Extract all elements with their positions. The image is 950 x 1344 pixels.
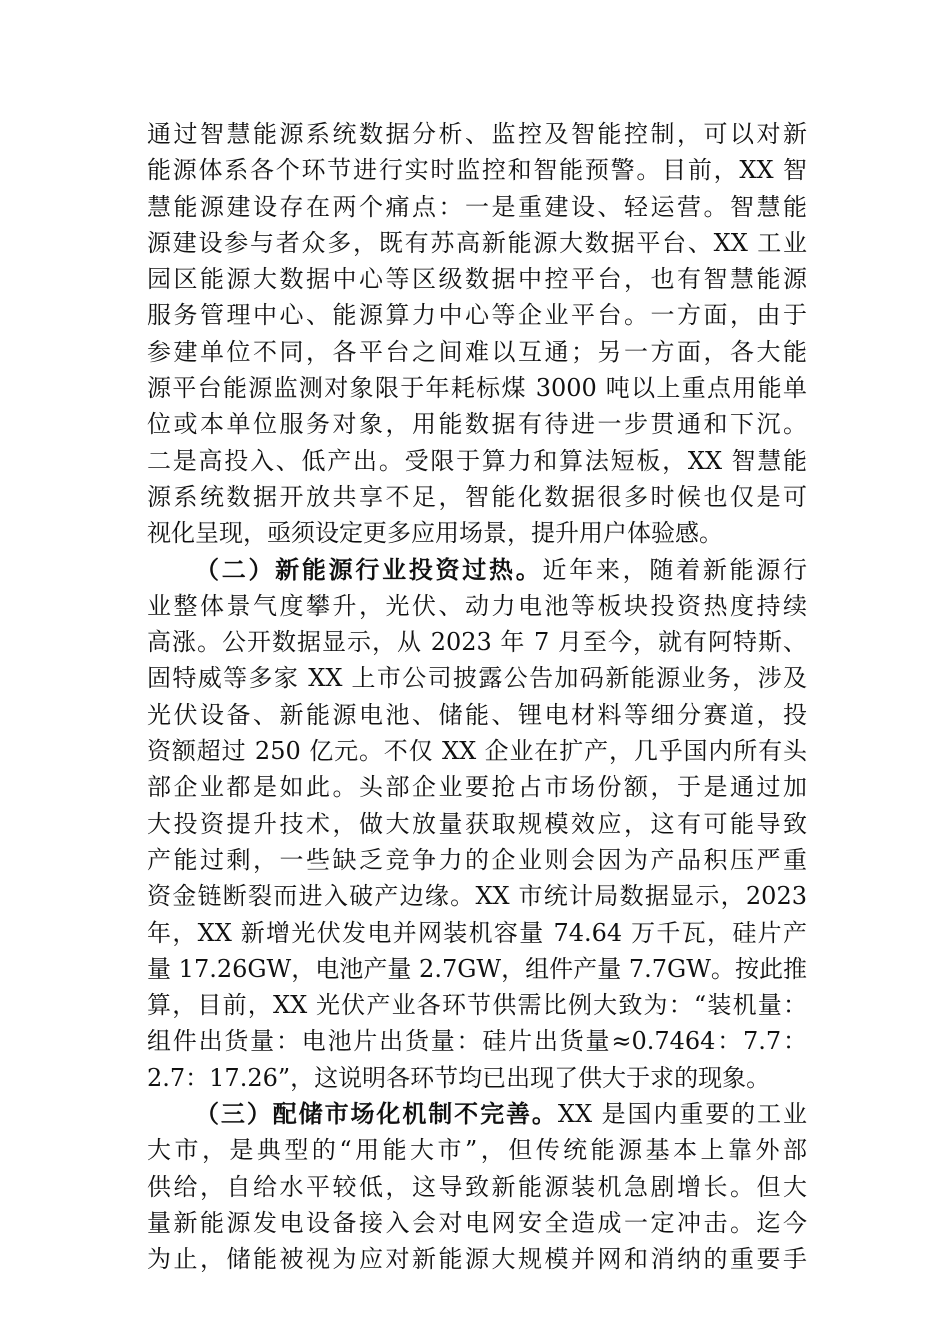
text-line: 位或本单位服务对象，用能数据有待进一步贯通和下沉。 [147, 410, 807, 439]
text-line: 产能过剩，一些缺乏竞争力的企业则会因为产品积压严重 [147, 845, 807, 874]
text-line: 大投资提升技术，做大放量获取规模效应，这有可能导致 [147, 809, 807, 838]
section-2-first-line-text: 近年来，随着新能源行 [542, 555, 808, 584]
section-3-heading: （三）配储市场化机制不完善。 [195, 1099, 558, 1129]
text-line: 光伏设备、新能源电池、储能、锂电材料等细分赛道，投 [147, 700, 807, 729]
text-line: 视化呈现，亟须设定更多应用场景，提升用户体验感。 [147, 519, 723, 548]
body-text [147, 116, 807, 1278]
section-3-first-line [147, 1096, 807, 1132]
text-line: 2.7：17.26”，这说明各环节均已出现了供大于求的现象。 [147, 1063, 771, 1092]
text-line: 算，目前，XX 光伏产业各环节供需比例大致为：“装机量： [147, 991, 807, 1020]
text-line: 资额超过 250 亿元。不仅 XX 企业在扩产，几乎国内所有头 [147, 737, 807, 766]
text-line: 园区能源大数据中心等区级数据中控平台，也有智慧能源 [147, 265, 807, 294]
text-line: 部企业都是如此。头部企业要抢占市场份额，于是通过加 [147, 773, 807, 802]
text-line: 二是高投入、低产出。受限于算力和算法短板，XX 智慧能 [147, 446, 807, 475]
text-line: 固特威等多家 XX 上市公司披露公告加码新能源业务，涉及 [147, 664, 807, 693]
text-line: 供给，自给水平较低，这导致新能源装机急剧增长。但大 [147, 1172, 807, 1201]
text-line: 通过智慧能源系统数据分析、监控及智能控制，可以对新 [147, 120, 807, 148]
text-line: 能源体系各个环节进行实时监控和智能预警。目前，XX 智 [147, 156, 807, 185]
text-line: 资金链断裂而进入破产边缘。XX 市统计局数据显示，2023 [147, 882, 807, 911]
section-3-first-line-text: XX 是国内重要的工业 [557, 1100, 808, 1129]
text-line: 源系统数据开放共享不足，智能化数据很多时候也仅是可 [147, 482, 807, 511]
text-line: 业整体景气度攀升，光伏、动力电池等板块投资热度持续 [147, 591, 807, 620]
text-line: 量 17.26GW，电池产量 2.7GW，组件产量 7.7GW。按此推 [147, 954, 807, 983]
section-2-heading: （二）新能源行业投资过热。 [195, 554, 543, 584]
text-line: 服务管理中心、能源算力中心等企业平台。一方面，由于 [147, 301, 807, 330]
section-2-first-line [147, 552, 807, 588]
text-line: 为止，储能被视为应对新能源大规模并网和消纳的重要手 [147, 1245, 807, 1274]
text-line: 组件出货量：电池片出货量：硅片出货量≈0.7464：7.7： [147, 1027, 807, 1056]
text-line: 高涨。公开数据显示，从 2023 年 7 月至今，就有阿特斯、 [147, 628, 807, 657]
text-line: 慧能源建设存在两个痛点：一是重建设、轻运营。智慧能 [147, 192, 807, 221]
text-line: 源平台能源监测对象限于年耗标煤 3000 吨以上重点用能单 [147, 374, 807, 403]
text-line: 量新能源发电设备接入会对电网安全造成一定冲击。迄今 [147, 1208, 807, 1237]
text-line: 大市，是典型的“用能大市”，但传统能源基本上靠外部 [147, 1136, 807, 1165]
text-line: 参建单位不同，各平台之间难以互通；另一方面，各大能 [147, 337, 807, 366]
text-line: 年，XX 新增光伏发电并网装机容量 74.64 万千瓦，硅片产 [147, 918, 807, 947]
text-line: 源建设参与者众多，既有苏高新能源大数据平台、XX 工业 [147, 228, 807, 257]
